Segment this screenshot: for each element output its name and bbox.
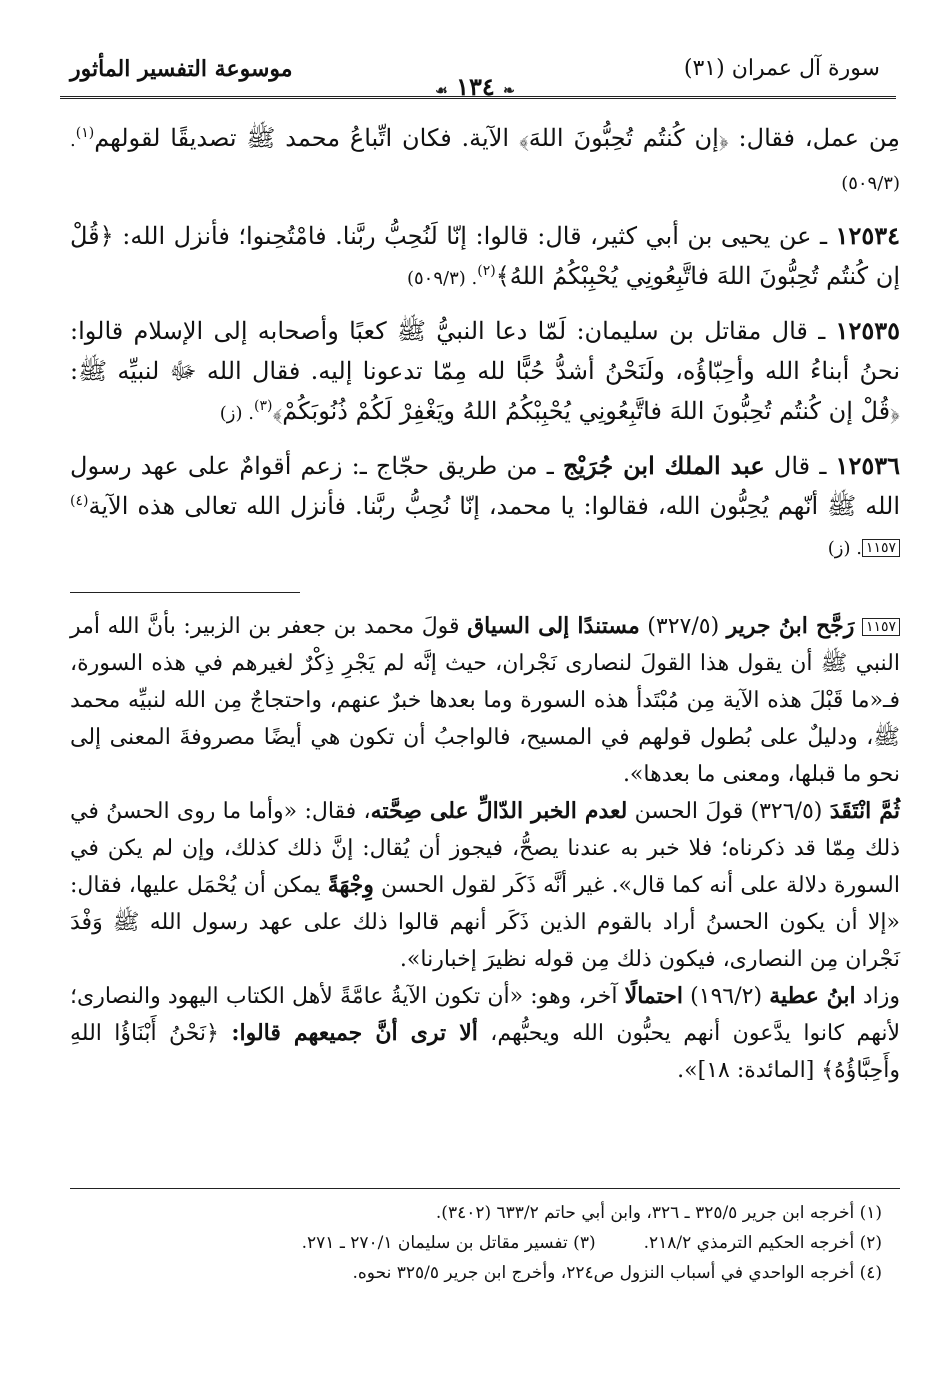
commentary-text: ، فقال: «وأما ما روى الحسنُ في ذلك مِمّا قد ذكرناه؛ فلا خبر به عندنا يصحُّ، فيجوز أن يُقال: إنَّ ذلك كذلك، وإن لم يكن في السورة دلالة على أنه كما قال». غير أنَّه ذَكَر لقول الحسن: [70, 799, 900, 898]
volume-reference: . (ز): [827, 538, 862, 559]
footnote-marker: (١): [75, 125, 95, 141]
commentary-paragraph-1: [70, 608, 900, 793]
paragraph-text: ـ من طريق حجّاج ـ: زعم أقوامٌ على عهد رسول الله ﷺ أنّهم يُحِبُّون الله، فقالوا: يا محمد، إنّا نُحِبُّ ربَّنا. فأنزل الله تعالى هذه الآية: [70, 452, 900, 520]
narration-number: ١٢٥٣٥: [835, 316, 900, 345]
narration-number: ١٢٥٣٤: [835, 221, 900, 250]
footnote-row: [70, 1228, 882, 1258]
commentary-text: يمكن أن يُحْمَل عليها، فقال: «إلا أن يكون الحسنُ أراد بالقوم الذين ذَكَر أنهم قالوا ذلك على عهد رسول الله ﷺ وَفْدَ نَجْران مِن النصارى، فيكون ذلك مِن قوله نظيرَ إخبارنا».: [70, 873, 900, 972]
footnote-separator: [70, 1188, 900, 1189]
commentary-text: وزاد: [855, 984, 901, 1009]
commentary-text: (٣٢٧/٥): [639, 614, 727, 639]
commentary: [70, 608, 900, 1089]
narration-number: ١٢٥٣٦: [835, 451, 900, 480]
bold-phrase: لعدم الخبر الدّالِّ على صِحَّته: [370, 798, 628, 824]
commentary-text: قولَ محمد بن جعفر بن الزبير: بأنَّ الله أمر النبي ﷺ أن يقول هذا القولَ لنصارى نَجْران، حيث إنَّه لم يَجْرِ ذِكْرٌ لغيرهم في هذه السورة، فـ«ما قَبْلَ هذه الآية مِن مُبْتَدأ هذه السورة وما بعدها خبرٌ عنهم، واحتجاجٌ مِن الله لنبيِّه محمد ﷺ، ودليلٌ على بُطول قولهم في المسيح، فالواجبُ أن تكون هي أيضًا مصروفةَ المعنى إلى نحو ما قبلها، ومعنى ما بعدها».: [70, 614, 900, 787]
ornament-icon: ☙: [435, 83, 448, 99]
paragraph-12534: [70, 216, 900, 299]
footnote-3: (٣) تفسير مقاتل بن سليمان ٢٧٠/١ ـ ٢٧١.: [301, 1233, 596, 1253]
bold-phrase: وِجْهَةً: [327, 872, 374, 898]
paragraph-text: ـ عن يحيى بن أبي كثير، قال: قالوا: إنّا لَنُحِبُّ ربَّنا. فامْتُحِنوا؛ فأنزل الله: ﴿قُلْ إن كُنتُم تُحِبُّونَ اللهَ فاتَّبِعُونِي يُحْبِبْكُمُ اللهُ﴾: [70, 222, 900, 290]
page-number: ١٣٤: [456, 72, 495, 101]
commentary-text: ﴿نَحْنُ أَبْنَاؤُا اللهِ وأَحِبَّاؤُهُ﴾ [المائدة: ١٨]».: [70, 1021, 900, 1083]
volume-reference: . (٥٠٩/٣): [70, 130, 900, 194]
commentary-text: (٣٢٦/٥) قولَ الحسن: [627, 799, 830, 824]
commentary-text: (١٩٦/٢): [682, 984, 770, 1009]
footnote-marker: (٣): [253, 398, 273, 414]
ornament-icon: ❧: [503, 83, 515, 99]
footnote-marker: (٢): [477, 263, 496, 279]
footnote-marker: (٤): [70, 493, 89, 509]
commentary-paragraph-3: [70, 978, 900, 1089]
bold-phrase: ألا ترى أنَّ جميعهم قالوا:: [231, 1020, 478, 1046]
volume-reference: . (ز): [219, 403, 254, 424]
bold-phrase: مستندًا إلى السياق: [467, 613, 640, 639]
footnotes: [70, 1198, 882, 1288]
paragraph-12536: [70, 446, 900, 569]
bold-phrase: رَجَّح ابنُ جرير: [726, 613, 855, 639]
footnote-1: (١) أخرجه ابن جرير ٣٢٥/٥ ـ ٣٢٦، وابن أبي حاتم ٦٣٣/٢ (٣٤٠٢).: [435, 1203, 882, 1223]
commentary-number-box: ١١٥٧: [862, 618, 900, 636]
footnote-4: (٤) أخرجه الواحدي في أسباب النزول ص٢٢٤، وأخرج ابن جرير ٣٢٥/٥ نحوه.: [352, 1263, 882, 1283]
narrator-name: عبد الملك ابن جُرَيْج: [562, 451, 765, 480]
bold-phrase: ابنُ عطية: [769, 983, 856, 1009]
commentary-paragraph-2: [70, 793, 900, 978]
paragraph-text: ـ قال: [773, 452, 827, 480]
footnote-2: (٢) أخرجه الحكيم الترمذي ٢١٨/٢.: [643, 1233, 882, 1253]
paragraph-text: مِن عمل، فقال: ﴿إن كُنتُم تُحِبُّونَ اللهَ﴾ الآية. فكان اتِّباعُ محمد ﷺ تصديقًا لقولهم: [94, 124, 900, 152]
paragraph-12535: [70, 311, 900, 434]
commentary-separator: [70, 592, 300, 593]
commentary-text: آخر، وهو: «أن تكون الآيةُ عامَّةً لأهل الكتاب اليهود والنصارى؛ لأنهم كانوا يدَّعون أنهم يحبُّون الله ويحبُّهم،: [70, 984, 900, 1046]
commentary-ref-box: ١١٥٧: [862, 539, 900, 557]
main-text: [70, 118, 900, 581]
paragraph-text: ـ قال مقاتل بن سليمان: لَمّا دعا النبيُّ ﷺ كعبًا وأصحابه إلى الإسلام قالوا: نحنُ أبناءُ الله وأحِبّاؤُه، ولَنَحْنُ أشدُّ حُبًّا لله مِمّا تدعونا إليه. فقال الله ﷻ لنبيِّه ﷺ: ﴿قُلْ إن كُنتُم تُحِبُّونَ اللهَ فاتَّبِعُونِي يُحْبِبْكُمُ اللهُ ويَغْفِرْ لَكُمْ ذُنُوبَكُمْ﴾: [70, 317, 900, 425]
bold-phrase: ثُمَّ انْتَقَدَ: [829, 798, 900, 824]
bold-phrase: احتمالًا: [624, 983, 683, 1009]
page-header: [60, 52, 890, 100]
header-rule: [60, 96, 896, 99]
volume-reference: . (٥٠٩/٣): [406, 268, 478, 289]
book-title: موسوعة التفسير المأثور: [70, 56, 293, 82]
paragraph-1: [70, 118, 900, 204]
surah-title: سورة آل عمران (٣١): [683, 56, 880, 81]
